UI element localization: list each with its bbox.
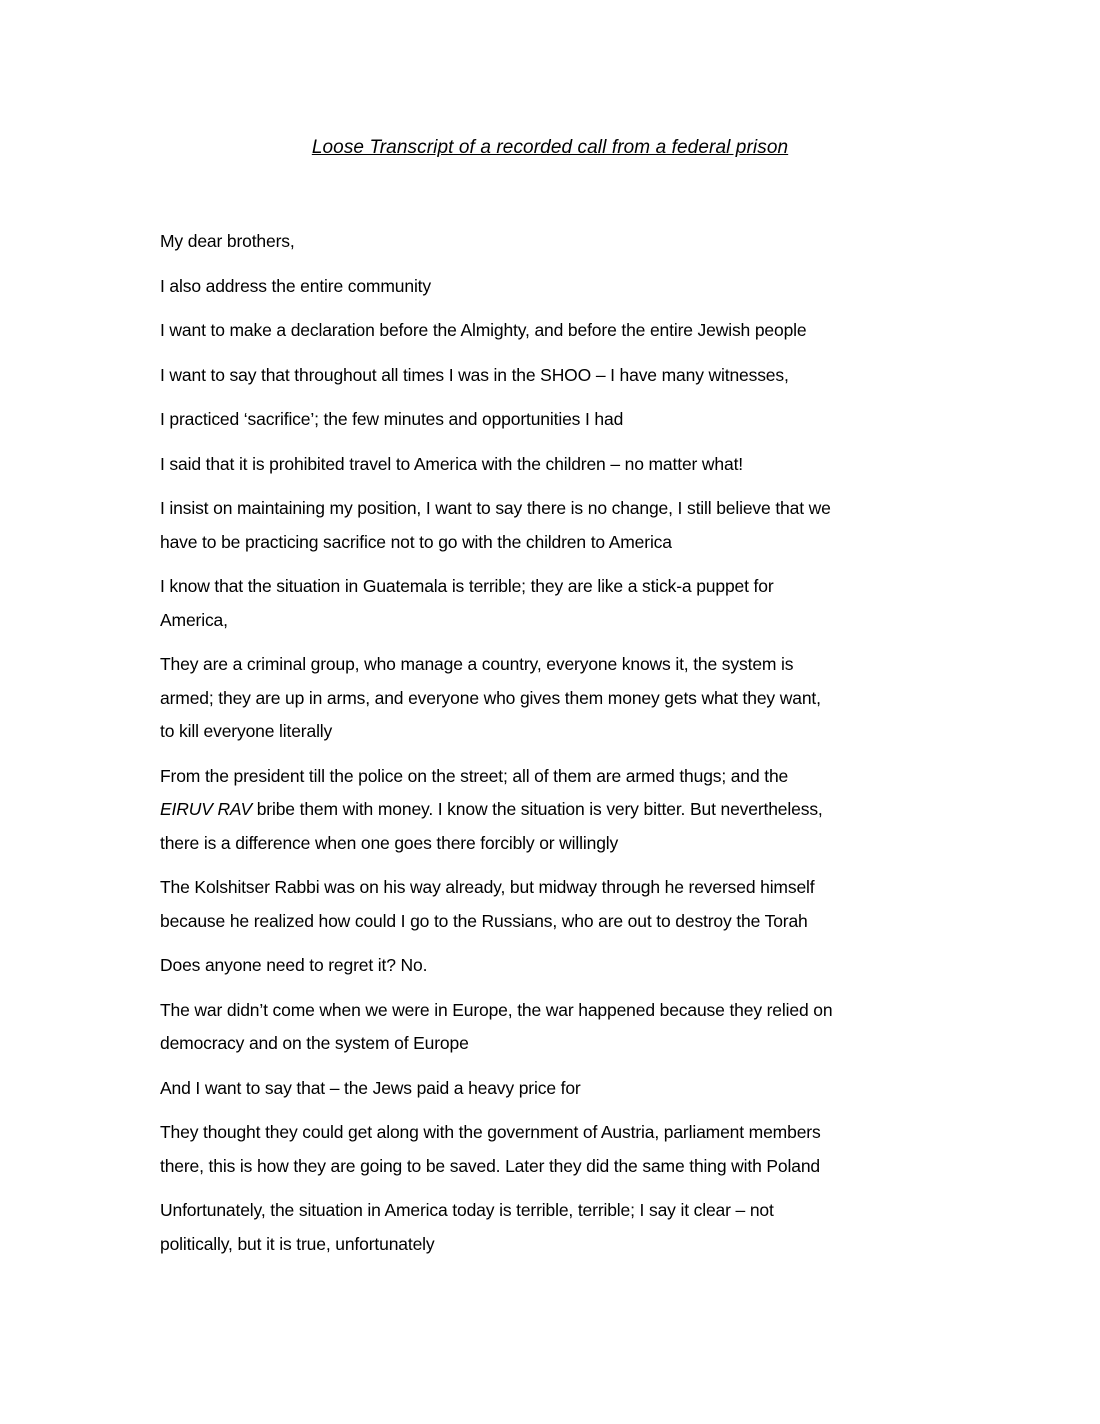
paragraph-run: I know that the situation in Guatemala is terrible; they are like a stick-a puppet for	[160, 576, 774, 596]
title-wrap	[160, 133, 940, 163]
paragraph	[160, 570, 1000, 637]
paragraph-run: there is a difference when one goes there forcibly or willingly	[160, 832, 619, 853]
paragraph-run: From the president till the police on the street; all of them are armed thugs; and the	[160, 765, 789, 786]
paragraph	[160, 1116, 1000, 1183]
paragraph-run: democracy and on the system of Europe	[160, 1033, 469, 1053]
paragraph-run: I said that it is prohibited travel to America with the children – no matter what!	[160, 453, 743, 474]
paragraph	[160, 1072, 1000, 1106]
paragraph-run: They are a criminal group, who manage a country, everyone knows it, the system is	[160, 654, 794, 674]
document-body	[160, 225, 1000, 1261]
paragraph-run: The Kolshitser Rabbi was on his way already, but midway through he reversed himself	[160, 877, 815, 897]
paragraph-run: I want to say that throughout all times I was in the SHOO – I have many witnesses,	[160, 364, 789, 385]
paragraph	[160, 760, 1000, 861]
paragraph-run: My dear brothers,	[160, 231, 295, 251]
paragraph-run: Unfortunately, the situation in America today is terrible, terrible; I say it clear – not	[160, 1200, 774, 1220]
paragraph-run: I want to make a declaration before the Almighty, and before the entire Jewish people	[160, 320, 807, 340]
paragraph-run-italic: EIRUV RAV	[160, 799, 253, 819]
paragraph-run: America,	[160, 609, 228, 630]
paragraph	[160, 314, 1000, 348]
paragraph-run: to kill everyone literally	[160, 721, 333, 741]
paragraph	[160, 994, 1000, 1061]
document-title: Loose Transcript of a recorded call from a federal prison	[311, 137, 789, 158]
paragraph	[160, 359, 1000, 393]
paragraph-run: I also address the entire community	[160, 275, 431, 296]
paragraph	[160, 403, 1000, 437]
paragraph-run: I insist on maintaining my position, I want to say there is no change, I still believe that we	[160, 498, 831, 518]
paragraph	[160, 871, 1000, 938]
paragraph-run: have to be practicing sacrifice not to go with the children to America	[160, 531, 672, 552]
paragraph-run: because he realized how could I go to the Russians, who are out to destroy the Torah	[160, 910, 808, 931]
paragraph	[160, 225, 1000, 259]
paragraph-run: Does anyone need to regret it? No.	[160, 955, 428, 975]
paragraph-run: The war didn’t come when we were in Europe, the war happened because they relied on	[160, 999, 833, 1020]
paragraph	[160, 949, 1000, 983]
paragraph	[160, 1194, 1000, 1261]
paragraph	[160, 448, 1000, 482]
paragraph-run: there, this is how they are going to be saved. Later they did the same thing with Poland	[160, 1155, 820, 1176]
paragraph-run: They thought they could get along with the government of Austria, parliament members	[160, 1122, 821, 1142]
paragraph	[160, 648, 1000, 749]
paragraph-run: And I want to say that – the Jews paid a heavy price for	[160, 1077, 581, 1098]
paragraph-run: politically, but it is true, unfortunately	[160, 1233, 435, 1254]
paragraph-run: I practiced ‘sacrifice’; the few minutes and opportunities I had	[160, 409, 624, 429]
paragraph	[160, 492, 1000, 559]
paragraph-run: armed; they are up in arms, and everyone who gives them money gets what they want,	[160, 687, 821, 708]
paragraph-run: bribe them with money. I know the situation is very bitter. But nevertheless,	[252, 799, 823, 819]
paragraph	[160, 270, 1000, 304]
